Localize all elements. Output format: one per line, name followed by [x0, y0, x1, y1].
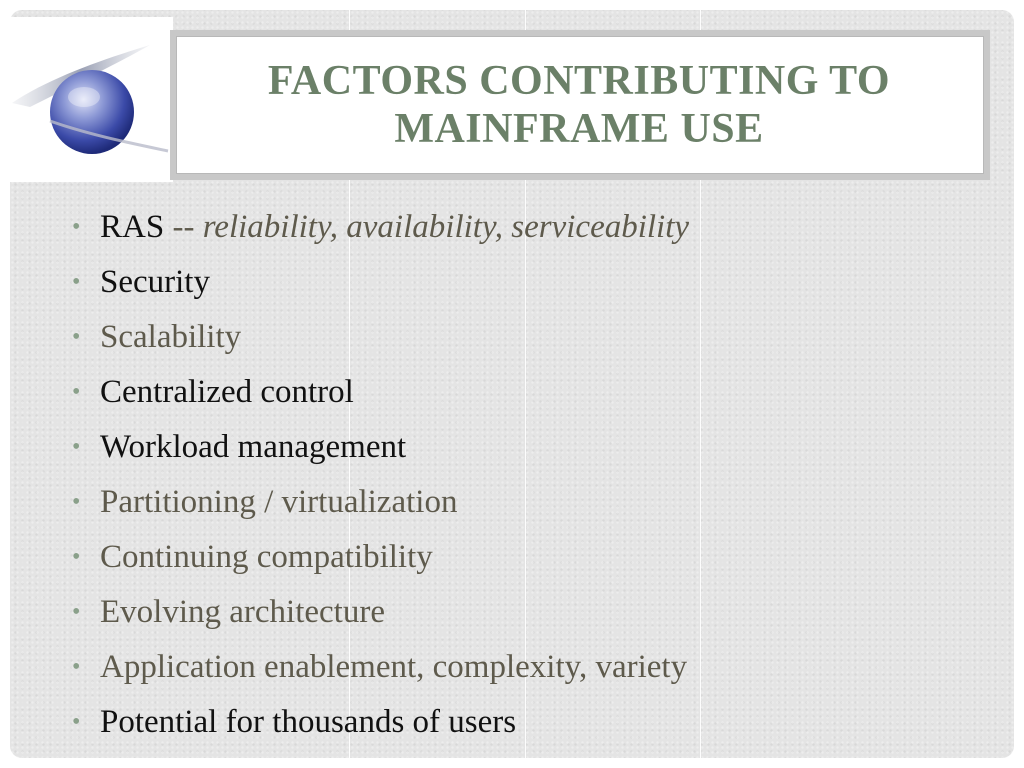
list-item-text: RAS	[100, 209, 165, 245]
list-item-text: Workload management	[100, 429, 407, 465]
list-item	[70, 200, 970, 255]
bullet-icon: •	[72, 489, 81, 515]
bullet-icon: •	[72, 324, 81, 350]
list-item	[70, 420, 970, 475]
list-item-detail: reliability, availability, serviceability	[202, 209, 690, 245]
list-item	[70, 475, 970, 530]
list-item-text: Evolving architecture	[100, 594, 385, 630]
list-item	[70, 695, 970, 750]
list-item	[70, 585, 970, 640]
bullet-icon: •	[72, 379, 81, 405]
list-item	[70, 310, 970, 365]
list-item-text: Continuing compatibility	[100, 539, 433, 575]
list-item	[70, 365, 970, 420]
list-item-text: Partitioning / virtualization	[100, 484, 458, 520]
bullet-icon: •	[72, 434, 81, 460]
list-item-text: Centralized control	[100, 374, 354, 410]
list-item-text: Scalability	[100, 319, 242, 355]
bullet-icon: •	[72, 214, 81, 240]
bullet-icon: •	[72, 544, 81, 570]
list-item-text: Potential for thousands of users	[100, 704, 517, 740]
title-container	[179, 40, 979, 170]
list-item-text: Security	[100, 264, 210, 300]
bullet-icon: •	[72, 654, 81, 680]
list-item	[70, 640, 970, 695]
bullet-icon: •	[72, 599, 81, 625]
bullet-icon: •	[72, 269, 81, 295]
list-item-text: Application enablement, complexity, variety	[100, 649, 688, 685]
bullet-list	[70, 200, 970, 750]
list-item	[70, 530, 970, 585]
page-title: FACTORS CONTRIBUTING TO MAINFRAME USE	[267, 58, 891, 152]
logo	[10, 17, 173, 182]
list-item	[70, 255, 970, 310]
bullet-icon: •	[72, 709, 81, 735]
list-item-separator: --	[164, 209, 203, 245]
globe-orbit-logo-icon	[10, 17, 173, 182]
